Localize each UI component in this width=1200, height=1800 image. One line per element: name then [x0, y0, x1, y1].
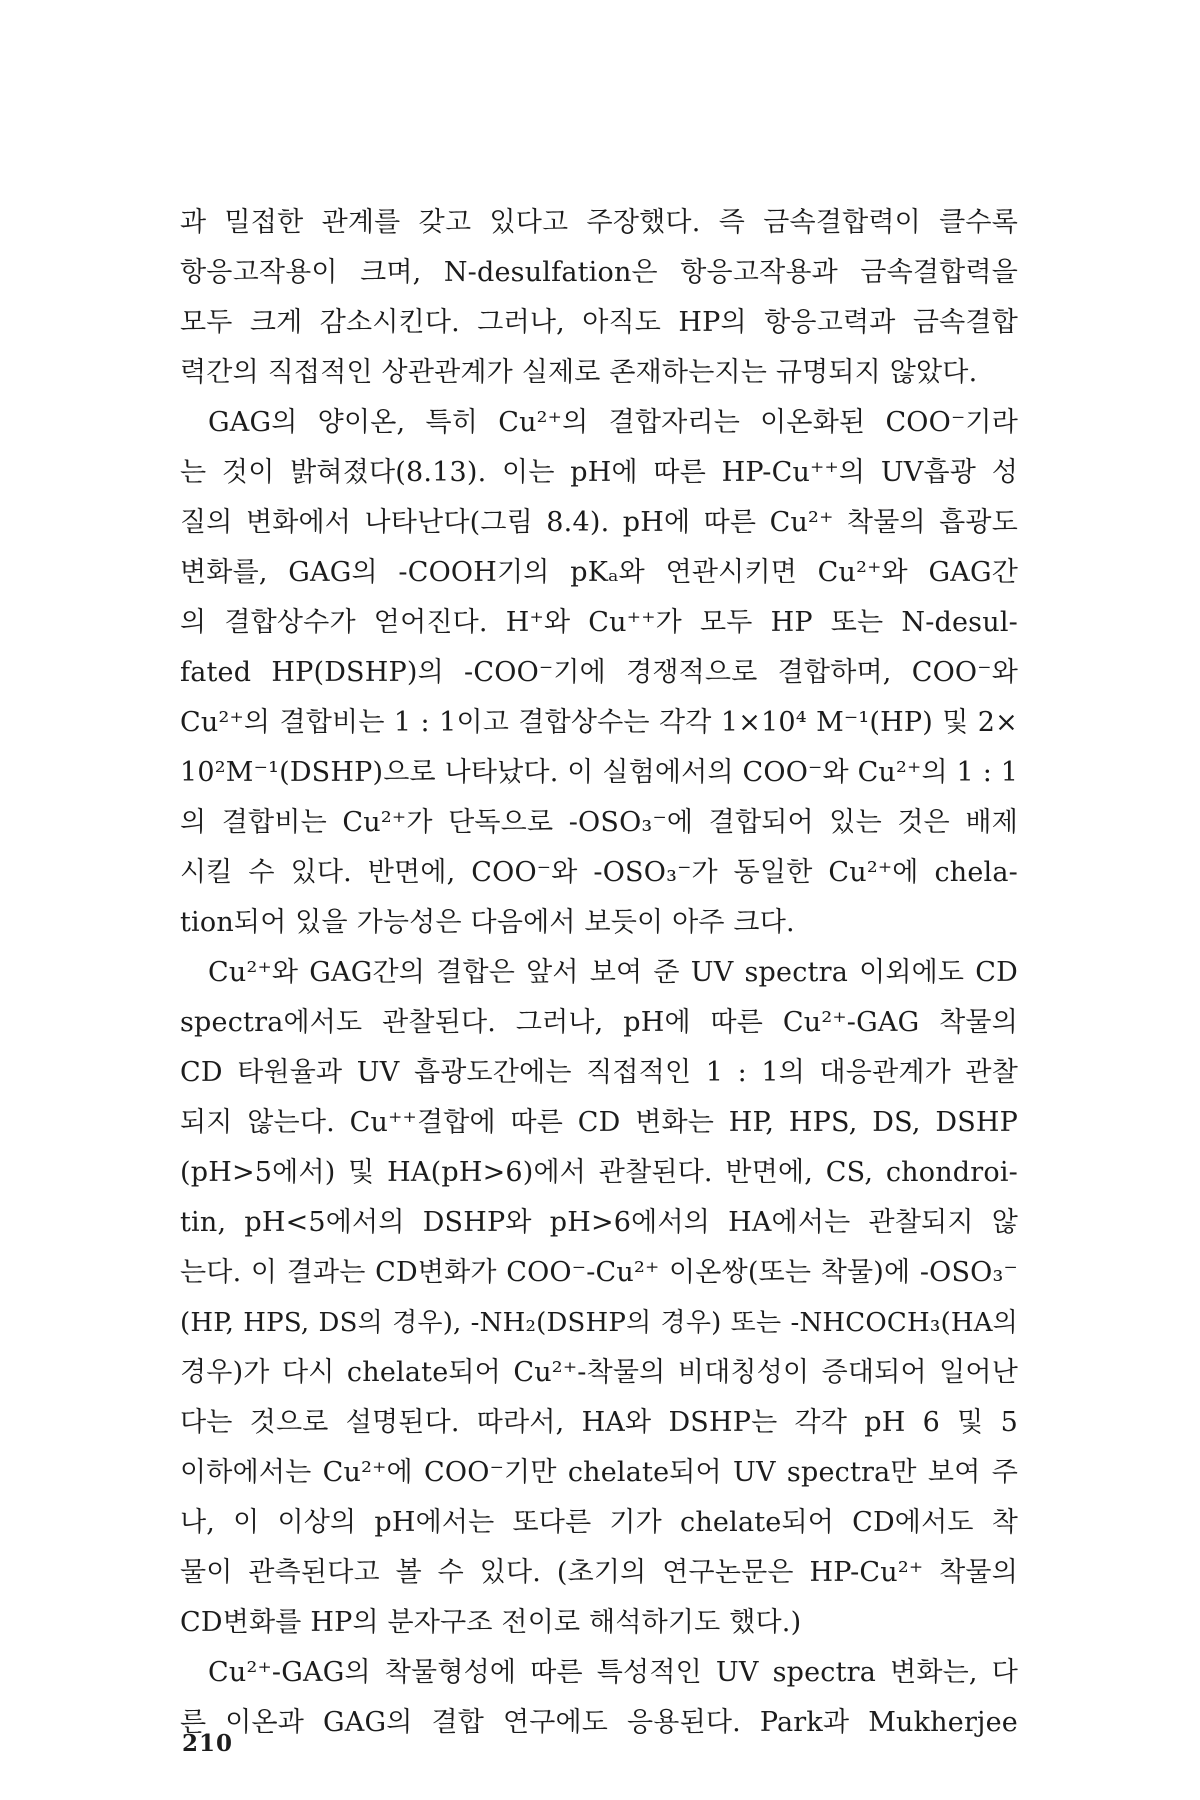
- text-line: (HP, HPS, DS의 경우), -NH₂(DSHP의 경우) 또는 -NHCOCH₃(HA의: [180, 1308, 1018, 1338]
- text-line: 10²M⁻¹(DSHP)으로 나타났다. 이 실험에서의 COO⁻와 Cu²⁺의 1 : 1: [180, 757, 1019, 788]
- text-line: Cu²⁺-GAG의 착물형성에 따른 특성적인 UV spectra 변화는, 다: [208, 1657, 1018, 1688]
- text-line: spectra에서도 관찰된다. 그러나, pH에 따른 Cu²⁺-GAG 착물의: [180, 1007, 1018, 1038]
- text-line: 의 결합비는 Cu²⁺가 단독으로 -OSO₃⁻에 결합되어 있는 것은 배제: [180, 807, 1018, 838]
- text-line: 른 이온과 GAG의 결합 연구에도 응용된다. Park과 Mukherjee: [180, 1707, 1018, 1738]
- text-line: 의 결합상수가 얻어진다. H⁺와 Cu⁺⁺가 모두 HP 또는 N-desul-: [180, 607, 1018, 638]
- text-line: 다는 것으로 설명된다. 따라서, HA와 DSHP는 각각 pH 6 및 5: [180, 1407, 1018, 1438]
- text-line: tion되어 있을 가능성은 다음에서 보듯이 아주 크다.: [180, 907, 795, 938]
- text-line: 항응고작용이 크며, N-desulfation은 항응고작용과 금속결합력을: [180, 257, 1018, 288]
- text-line: 나, 이 이상의 pH에서는 또다른 기가 chelate되어 CD에서도 착: [180, 1507, 1018, 1538]
- text-line: CD 타원율과 UV 흡광도간에는 직접적인 1 : 1의 대응관계가 관찰: [180, 1057, 1018, 1088]
- text-line: CD변화를 HP의 분자구조 전이로 해석하기도 했다.): [180, 1607, 802, 1638]
- text-line: 는 것이 밝혀졌다(8.13). 이는 pH에 따른 HP-Cu⁺⁺의 UV흡광 성: [180, 457, 1018, 488]
- text-line: 질의 변화에서 나타난다(그림 8.4). pH에 따른 Cu²⁺ 착물의 흡광도: [180, 507, 1018, 538]
- text-line: 력간의 직접적인 상관관계가 실제로 존재하는지는 규명되지 않았다.: [180, 357, 978, 388]
- text-line: 시킬 수 있다. 반면에, COO⁻와 -OSO₃⁻가 동일한 Cu²⁺에 chela-: [180, 857, 1018, 888]
- text-line: 변화를, GAG의 -COOH기의 pKₐ와 연관시키면 Cu²⁺와 GAG간: [180, 557, 1018, 588]
- text-line: 되지 않는다. Cu⁺⁺결합에 따른 CD 변화는 HP, HPS, DS, DSHP: [180, 1107, 1018, 1138]
- text-line: 이하에서는 Cu²⁺에 COO⁻기만 chelate되어 UV spectra만 보여 주: [180, 1457, 1018, 1488]
- text-line: Cu²⁺와 GAG간의 결합은 앞서 보여 준 UV spectra 이외에도 CD: [208, 957, 1018, 988]
- text-line: 과 밀접한 관계를 갖고 있다고 주장했다. 즉 금속결합력이 클수록: [180, 207, 1018, 238]
- text-line: 는다. 이 결과는 CD변화가 COO⁻-Cu²⁺ 이온쌍(또는 착물)에 -OSO₃⁻: [180, 1257, 1018, 1288]
- text-line: (pH>5에서) 및 HA(pH>6)에서 관찰된다. 반면에, CS, chondroi-: [180, 1157, 1018, 1188]
- text-line: 물이 관측된다고 볼 수 있다. (초기의 연구논문은 HP-Cu²⁺ 착물의: [180, 1557, 1018, 1588]
- text-line: tin, pH<5에서의 DSHP와 pH>6에서의 HA에서는 관찰되지 않: [180, 1207, 1018, 1238]
- body-text: [180, 198, 1018, 1748]
- page-number: 210: [182, 1730, 234, 1757]
- text-line: Cu²⁺의 결합비는 1 : 1이고 결합상수는 각각 1×10⁴ M⁻¹(HP) 및 2×: [180, 707, 1018, 738]
- text-line: 경우)가 다시 chelate되어 Cu²⁺-착물의 비대칭성이 증대되어 일어난: [180, 1357, 1018, 1388]
- text-line: 모두 크게 감소시킨다. 그러나, 아직도 HP의 항응고력과 금속결합: [180, 307, 1018, 338]
- text-line: fated HP(DSHP)의 -COO⁻기에 경쟁적으로 결합하며, COO⁻와: [180, 657, 1018, 688]
- text-line: GAG의 양이온, 특히 Cu²⁺의 결합자리는 이온화된 COO⁻기라: [208, 407, 1018, 438]
